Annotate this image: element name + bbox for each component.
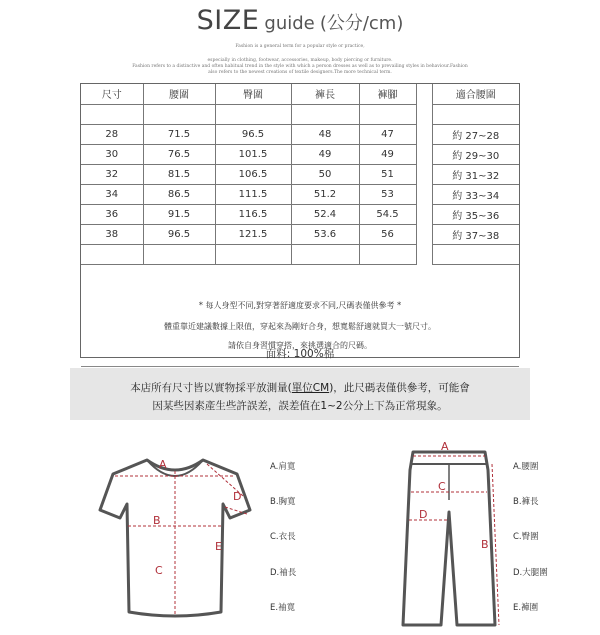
pants-legend-b: B.褲長 — [513, 497, 539, 507]
pants-marker-c: C — [438, 480, 446, 493]
material-label: 面料: 100%棉 — [265, 348, 335, 360]
table-cell: 111.5 — [215, 184, 291, 204]
table-cell: 約 37~38 — [432, 224, 519, 244]
table-cell: 36 — [81, 204, 143, 224]
table-row — [81, 184, 519, 204]
header-hem: 褲腳 — [359, 84, 416, 104]
table-row — [81, 124, 519, 144]
table-cell: 101.5 — [215, 144, 291, 164]
pants-marker-b: B — [481, 538, 489, 551]
shirt-marker-a: A — [159, 458, 167, 471]
pants-legend-d: D.大腿圍 — [513, 568, 548, 578]
table-header-row — [81, 84, 519, 104]
table-cell: 121.5 — [215, 224, 291, 244]
table-cell: 約 29~30 — [432, 144, 519, 164]
pants-marker-d: D — [419, 508, 428, 521]
table-cell: 49 — [291, 144, 359, 164]
size-guide-title — [0, 5, 600, 36]
title-size: SIZE — [196, 5, 260, 36]
table-cell: 71.5 — [143, 124, 215, 144]
shirt-marker-e: E — [215, 540, 222, 553]
size-table — [81, 84, 519, 265]
table-cell: 30 — [81, 144, 143, 164]
pants-diagram — [395, 440, 505, 635]
shirt-marker-b: B — [153, 514, 161, 527]
size-table-box — [80, 83, 520, 358]
title-unit: (公分/cm) — [319, 13, 404, 34]
shirt-legend-b: B.胸寬 — [270, 497, 296, 507]
table-row — [81, 144, 519, 164]
header-hip: 臀圍 — [215, 84, 291, 104]
header-fit-waist: 適合腰圍 — [432, 84, 519, 104]
unit-cm-underline: 單位CM — [291, 382, 330, 394]
table-cell: 約 35~36 — [432, 204, 519, 224]
table-cell: 約 31~32 — [432, 164, 519, 184]
measurement-disclaimer — [70, 368, 530, 420]
table-cell: 47 — [359, 124, 416, 144]
table-row — [81, 104, 519, 124]
fine-line-4: also refers to the newest creations of textile designers.The more technical term. — [208, 70, 392, 75]
note-line-3: 請依自身習慣穿搭，來挑選適合的尺碼。 — [228, 341, 372, 350]
shirt-legend-a: A.肩寬 — [270, 462, 296, 472]
note-line-2: 體重靠近建議數據上限值，穿起來為剛好合身，想寬鬆舒適就買大一號尺寸。 — [164, 322, 436, 331]
table-cell: 34 — [81, 184, 143, 204]
table-cell: 86.5 — [143, 184, 215, 204]
table-cell: 約 33~34 — [432, 184, 519, 204]
divider — [81, 366, 519, 367]
disclaimer-line-1: 本店所有尺寸皆以實物採平放測量(單位CM)，此尺碼表僅供參考，可能會 — [130, 382, 470, 394]
pants-legend-a: A.腰圍 — [513, 462, 539, 472]
table-cell: 約 27~28 — [432, 124, 519, 144]
fine-line-3: Fashion refers to a distinctive and often habitual trend in the style with which a person dresses as well as to prevailing styles in behaviour.Fashion — [132, 64, 468, 69]
header-size: 尺寸 — [81, 84, 143, 104]
table-cell: 53 — [359, 184, 416, 204]
shirt-legend-c: C.衣長 — [270, 532, 296, 542]
table-cell: 28 — [81, 124, 143, 144]
table-cell: 48 — [291, 124, 359, 144]
table-cell: 81.5 — [143, 164, 215, 184]
tshirt-diagram — [95, 452, 255, 632]
table-cell: 53.6 — [291, 224, 359, 244]
note-line-1: * 每人身型不同,對穿著舒適度要求不同,尺碼表僅供參考 * — [198, 301, 402, 310]
table-row — [81, 244, 519, 264]
pants-legend-e: E.褲圍 — [513, 603, 539, 613]
pants-legend-c: C.臀圍 — [513, 532, 539, 542]
shirt-legend-e: E.袖寬 — [270, 603, 296, 613]
shirt-marker-c: C — [155, 564, 163, 577]
table-cell: 106.5 — [215, 164, 291, 184]
title-guide: guide — [264, 13, 315, 34]
table-cell: 49 — [359, 144, 416, 164]
table-row — [81, 224, 519, 244]
table-cell: 32 — [81, 164, 143, 184]
table-row — [81, 164, 519, 184]
table-cell: 51 — [359, 164, 416, 184]
fine-line-2: especially in clothing, footwear, accessories, makeup, body piercing or furniture. — [207, 58, 393, 63]
table-cell: 38 — [81, 224, 143, 244]
disclaimer-line-2: 因某些因素產生些許誤差，誤差值在1~2公分上下為正常現象。 — [152, 400, 448, 412]
header-waist: 腰圍 — [143, 84, 215, 104]
table-row — [81, 204, 519, 224]
table-cell: 96.5 — [143, 224, 215, 244]
table-cell: 56 — [359, 224, 416, 244]
table-cell: 96.5 — [215, 124, 291, 144]
shirt-legend-d: D.袖長 — [270, 568, 297, 578]
table-cell: 54.5 — [359, 204, 416, 224]
table-cell: 116.5 — [215, 204, 291, 224]
table-cell: 76.5 — [143, 144, 215, 164]
table-cell: 51.2 — [291, 184, 359, 204]
table-cell: 91.5 — [143, 204, 215, 224]
gap-cell — [416, 84, 432, 104]
header-length: 褲長 — [291, 84, 359, 104]
pants-marker-a: A — [441, 440, 449, 453]
table-cell: 50 — [291, 164, 359, 184]
shirt-marker-d: D — [233, 490, 242, 503]
table-cell: 52.4 — [291, 204, 359, 224]
fine-line-1: Fashion is a general term for a popular style or practice, — [235, 44, 365, 49]
